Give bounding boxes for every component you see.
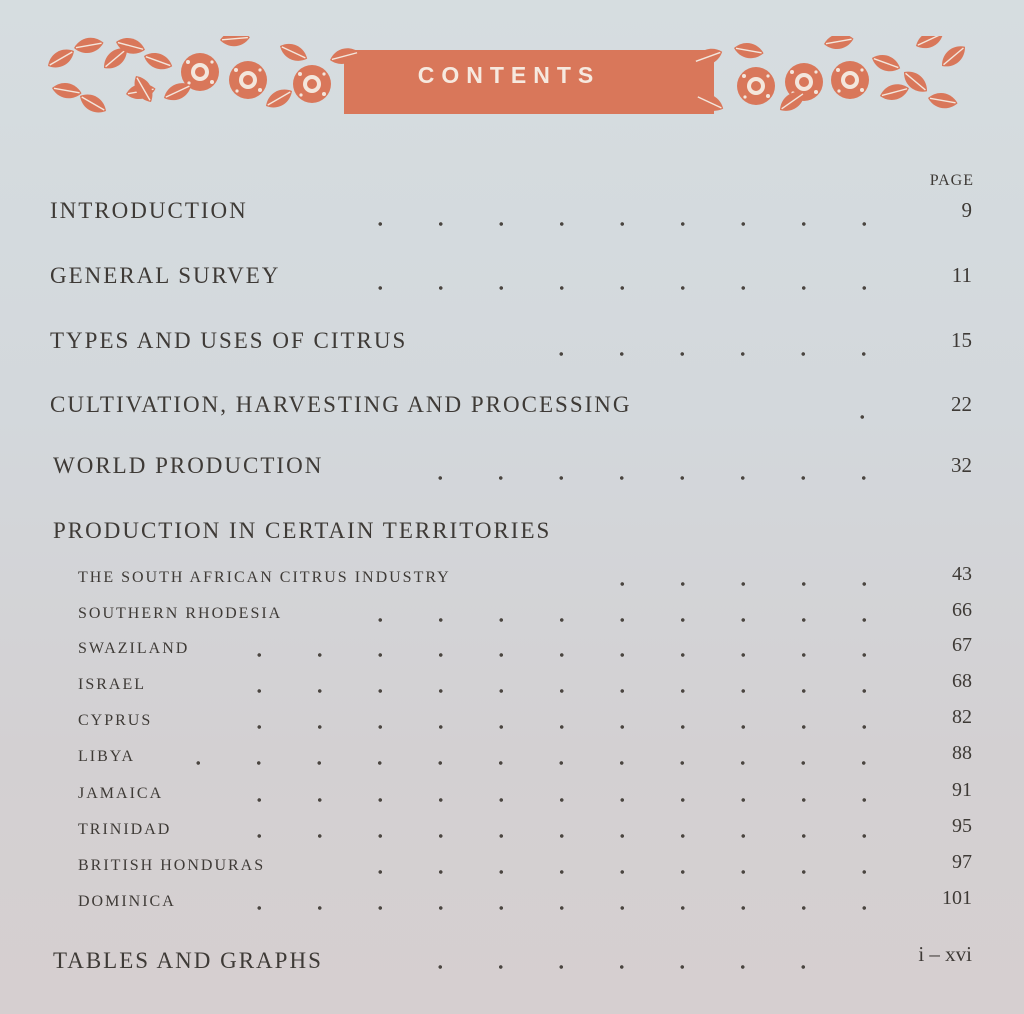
contents-banner (44, 36, 974, 120)
dot-leader (832, 415, 912, 419)
toc-entry-page: 22 (951, 392, 972, 416)
toc-entry-label: WORLD PRODUCTION (53, 453, 324, 478)
toc-entry-world-production[interactable] (0, 453, 1024, 487)
dot-leader (229, 725, 911, 729)
dot-leader (229, 653, 911, 657)
toc-subentry-page: 68 (952, 670, 972, 692)
contents-title: CONTENTS (417, 62, 601, 88)
dot-leader (229, 689, 911, 693)
toc-subentry[interactable] (0, 887, 1024, 924)
toc-subentry[interactable] (0, 779, 1024, 816)
toc-subentry[interactable] (0, 706, 1024, 743)
toc-subentry-page: 101 (942, 887, 972, 909)
toc-subentry-page: 95 (952, 815, 972, 837)
dot-leader (229, 798, 911, 802)
toc-subentry-page: 97 (952, 851, 972, 873)
toc-subentry-page: 66 (952, 599, 972, 621)
toc-subentry-label: DOMINICA (78, 893, 176, 910)
toc-entry-label: TABLES AND GRAPHS (53, 948, 323, 973)
toc-entry-label: TYPES AND USES OF CITRUS (50, 328, 408, 353)
toc-entry-page: 32 (951, 453, 972, 477)
toc-entry-cultivation[interactable] (0, 392, 1024, 426)
toc-subentry-page: 82 (952, 706, 972, 728)
toc-subentry-label: SWAZILAND (78, 640, 190, 657)
toc-subentry-label: BRITISH HONDURAS (78, 857, 266, 874)
dot-leader (229, 834, 911, 838)
dot-leader (168, 761, 910, 765)
dot-leader (350, 222, 910, 226)
toc-entry-label: INTRODUCTION (50, 198, 248, 223)
toc-subentry[interactable] (0, 634, 1024, 671)
toc-subentry-page: 43 (952, 563, 972, 585)
toc-subentry-label: TRINIDAD (78, 821, 172, 838)
toc-subentry[interactable] (0, 599, 1024, 636)
toc-entry-general-survey[interactable] (0, 263, 1024, 297)
toc-entry-label: GENERAL SURVEY (50, 263, 281, 288)
toc-subentry-label: LIBYA (78, 748, 136, 765)
dot-leader (350, 618, 910, 622)
dot-leader (531, 352, 911, 356)
dot-leader (350, 286, 910, 290)
toc-subentry-page: 91 (952, 779, 972, 801)
toc-subentry-page: 88 (952, 742, 972, 764)
toc-entry-page: i – xvi (918, 942, 972, 966)
toc-entry-label: CULTIVATION, HARVESTING AND PROCESSING (50, 392, 632, 417)
toc-entry-introduction[interactable] (0, 198, 1024, 232)
toc-subentry-label: SOUTHERN RHODESIA (78, 605, 283, 622)
toc-subentry[interactable] (0, 815, 1024, 852)
toc-subentry-page: 67 (952, 634, 972, 656)
toc-subentry-label: CYPRUS (78, 712, 153, 729)
dot-leader (350, 870, 910, 874)
toc-subentry[interactable] (0, 742, 1024, 779)
toc-subentry-label: THE SOUTH AFRICAN CITRUS INDUSTRY (78, 569, 451, 586)
page-column-label: PAGE (929, 172, 974, 189)
toc-entry-tables-and-graphs[interactable] (0, 942, 1024, 982)
dot-leader (592, 582, 912, 586)
toc-subentry-label: JAMAICA (78, 785, 164, 802)
section-heading-production: PRODUCTION IN CERTAIN TERRITORIES (53, 518, 552, 543)
toc-subentry[interactable] (0, 670, 1024, 707)
toc-subentry-label: ISRAEL (78, 676, 146, 693)
toc-entry-page: 11 (951, 263, 972, 287)
toc-subentry[interactable] (0, 851, 1024, 888)
dot-leader (229, 906, 911, 910)
dot-leader (410, 476, 910, 480)
toc-entry-page: 9 (961, 198, 972, 222)
dot-leader (410, 965, 850, 969)
toc-subentry[interactable] (0, 563, 1024, 600)
toc-entry-page: 15 (951, 328, 972, 352)
toc-entry-types-and-uses[interactable] (0, 328, 1024, 362)
